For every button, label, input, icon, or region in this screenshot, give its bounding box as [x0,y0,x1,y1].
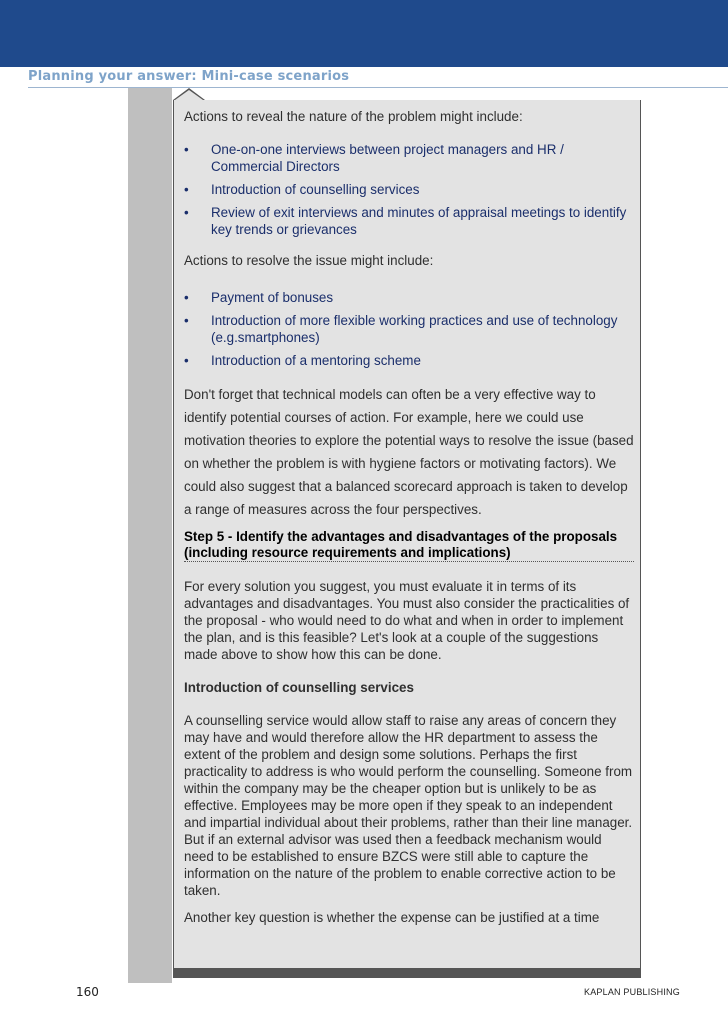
counselling-paragraph: A counselling service would allow staff to raise any areas of concern they may have and would therefore allow the HR department to assess the extent of the problem and design some solutions. Perhaps the first practicality to address is who would perform the counselling. Someone from within the company may be the cheaper option but is unlikely to be as effective. Employees may be more open if they speak to an independent and impartial individual about their problems, rather than their line manager. But if an external advisor was used then a feedback mechanism would need to be established to ensure BZCS were still able to capture the information on the nature of the problem to enable corrective action to be taken. [184,713,633,898]
bullet-icon: • [184,205,189,220]
header-band [0,0,728,67]
resolve-list [184,289,634,369]
bullet-icon: • [184,313,189,328]
list-item: • Introduction of a mentoring scheme [184,353,421,368]
reveal-list [184,141,634,238]
publisher-label: KAPLAN PUBLISHING [584,987,680,997]
list-item: • Introduction of more flexible working practices and use of technology (e.g.smartphones) [184,313,618,345]
bullet-icon: • [184,142,189,157]
bullet-icon: • [184,353,189,368]
page-number: 160 [76,985,99,999]
card-bottom-edge [173,968,641,978]
list-item: • Introduction of counselling services [184,182,420,197]
card-notch-inner [175,90,203,100]
bullet-icon: • [184,290,189,305]
side-margin-band [128,88,172,983]
expense-line: Another key question is whether the expense can be justified at a time [184,910,600,925]
card-content [184,108,634,942]
intro-resolve: Actions to resolve the issue might include: [184,253,434,268]
intro-reveal: Actions to reveal the nature of the problem might include: [184,109,523,124]
list-item: • Payment of bonuses [184,290,334,305]
bullet-icon: • [184,182,189,197]
list-item: • Review of exit interviews and minutes of appraisal meetings to identify key trends or grievances [184,205,627,237]
counselling-heading: Introduction of counselling services [184,680,414,695]
models-paragraph: Don't forget that technical models can often be a very effective way to identify potential courses of action. For example, here we could use motivation theories to explore the potential ways to resolve the issue (based on whether the problem is with hygiene factors or motivating factors). We could also suggest that a balanced scorecard approach is taken to develop a range of measures across the four perspectives. [184,387,634,517]
step5-heading: Step 5 - Identify the advantages and disadvantages of the proposals (including resource requirements and implications) [184,529,634,562]
evaluate-paragraph: For every solution you suggest, you must evaluate it in terms of its advantages and disadvantages. You must also consider the practicalities of the proposal - who would need to do what and when in order to implement the plan, and is this feasible? Let's look at a couple of the suggestions made above to show how this can be done. [184,579,630,662]
running-title: Planning your answer: Mini-case scenarios [28,69,350,84]
list-item: • One-on-one interviews between project managers and HR / Commercial Directors [184,142,564,174]
